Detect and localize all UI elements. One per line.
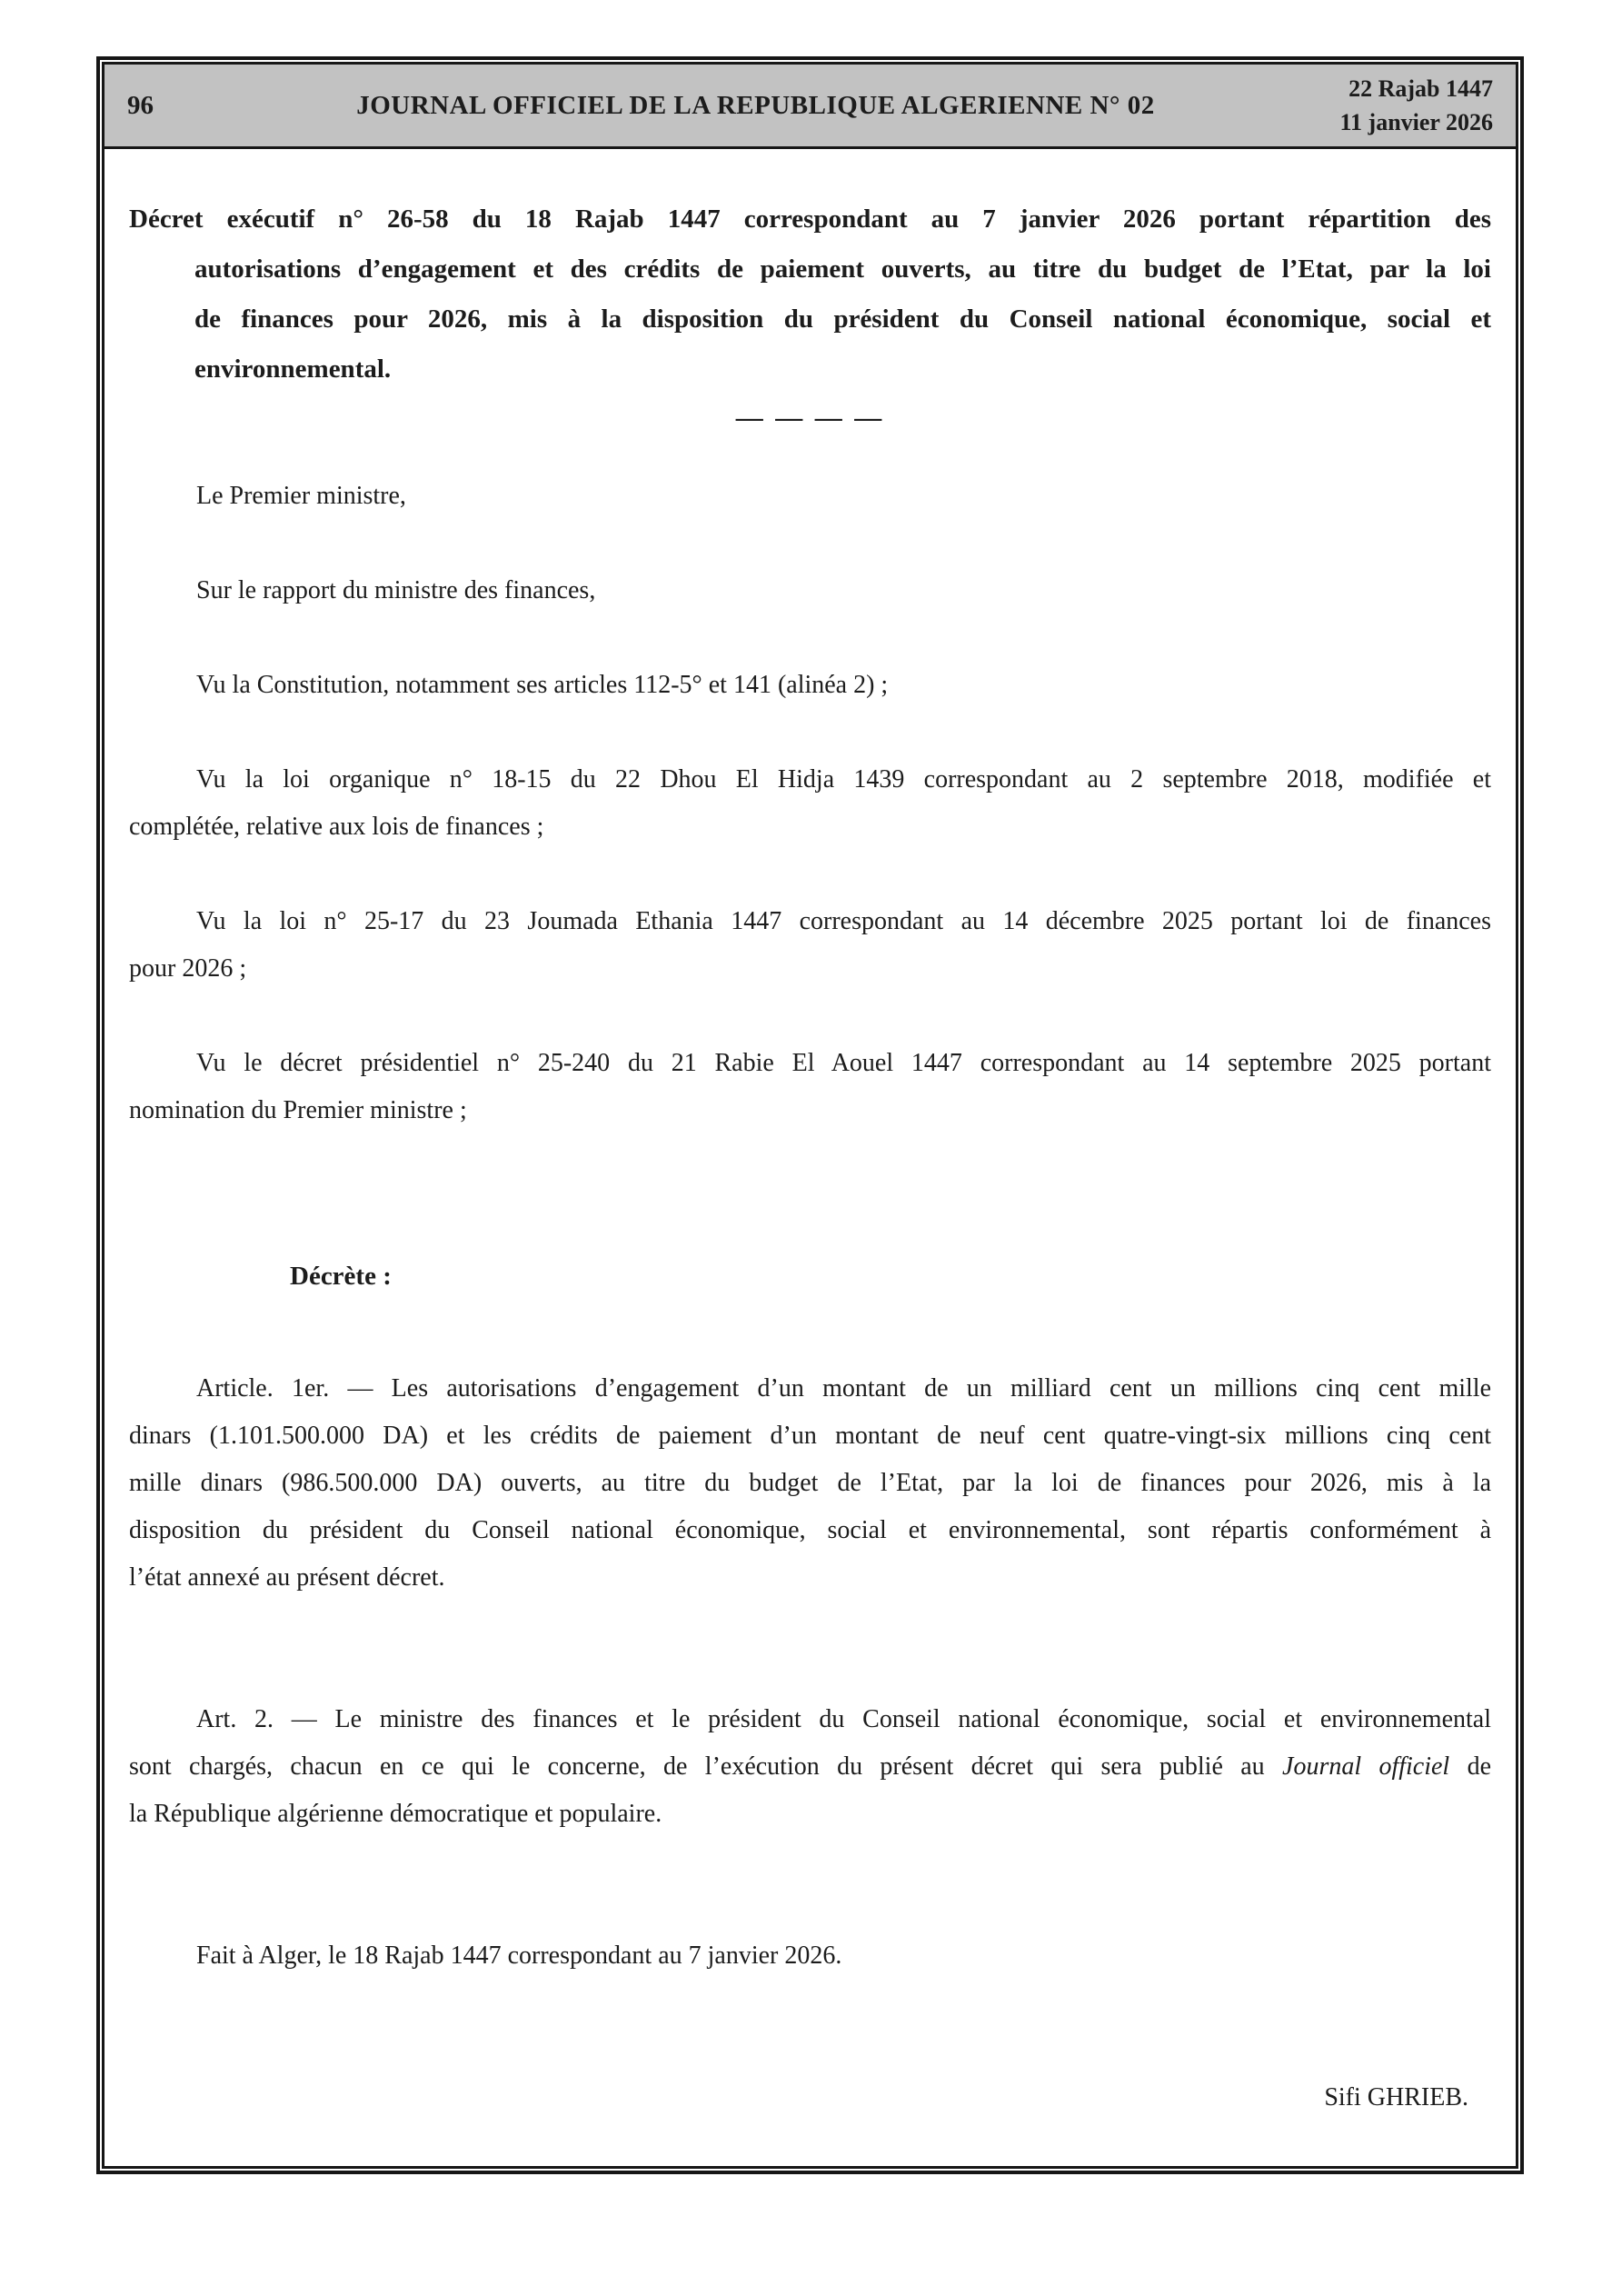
decree-content (104, 149, 1516, 2121)
section-separator: — — — — (735, 403, 885, 433)
paragraph-line: l’état annexé au présent décret. (129, 1563, 445, 1592)
decree-title-line: de finances pour 2026, mis à la disposition du président du Conseil national économique, social et (194, 304, 1491, 334)
paragraph-line: Vu la loi n° 25-17 du 23 Joumada Ethania 1447 correspondant au 14 décembre 2025 portant loi de finances (196, 907, 1491, 935)
paragraph-line: nomination du Premier ministre ; (129, 1096, 467, 1124)
page-number: 96 (127, 90, 154, 120)
journal-officiel-italic: Journal officiel (1264, 1752, 1450, 1781)
paragraph-article-2 (129, 1696, 1491, 1838)
paragraph-article-1 (129, 1365, 1491, 1602)
paragraph-line: complétée, relative aux lois de finances ; (129, 813, 544, 841)
masthead (104, 65, 1516, 149)
paragraph-line (129, 1743, 1491, 1791)
page-frame (96, 56, 1524, 2174)
paragraph-line: Art. 2. — Le ministre des finances et le président du Conseil national économique, social et environnemental (196, 1705, 1491, 1733)
paragraph-premier-ministre: Le Premier ministre, (196, 482, 406, 510)
decree-title-line: autorisations d’engagement et des crédits de paiement ouverts, au titre du budget de l’Etat, par la loi (194, 255, 1491, 284)
issue-dates (1266, 72, 1493, 139)
paragraph-line: Vu le décret présidentiel n° 25-240 du 21 Rabie El Aouel 1447 correspondant au 14 septembre 2025 portant (196, 1049, 1491, 1077)
signature-name: Sifi GHRIEB. (1324, 2083, 1468, 2111)
paragraph-rapport-ministre-finances: Sur le rapport du ministre des finances, (196, 576, 596, 604)
paragraph-fait-a-alger: Fait à Alger, le 18 Rajab 1447 correspondant au 7 janvier 2026. (196, 1942, 842, 1970)
date-gregorian: 11 janvier 2026 (1339, 109, 1493, 135)
paragraph-line: disposition du président du Conseil national économique, social et environnemental, sont répartis conformément à (129, 1516, 1491, 1544)
paragraph-line: pour 2026 ; (129, 954, 247, 983)
paragraph-line: dinars (1.101.500.000 DA) et les crédits de paiement d’un montant de neuf cent quatre-vingt-six millions cinq cent (129, 1422, 1491, 1450)
date-hijri: 22 Rajab 1447 (1348, 75, 1493, 102)
page-frame-inner (102, 62, 1518, 2169)
paragraph-text: de (1449, 1752, 1491, 1781)
paragraph-line: la République algérienne démocratique et populaire. (129, 1800, 662, 1828)
paragraph-vu-loi-organique (129, 756, 1491, 851)
decrete-heading: Décrète : (290, 1262, 392, 1291)
journal-title: JOURNAL OFFICIEL DE LA REPUBLIQUE ALGERIENNE N° 02 (356, 90, 1155, 120)
decree-title-line: Décret exécutif n° 26-58 du 18 Rajab 1447 correspondant au 7 janvier 2026 portant répartition des (129, 205, 1491, 234)
decree-title-line: environnemental. (194, 354, 392, 384)
paragraph-line: Vu la loi organique n° 18-15 du 22 Dhou El Hidja 1439 correspondant au 2 septembre 2018, modifiée et (196, 765, 1491, 794)
paragraph-vu-decret-presidentiel (129, 1040, 1491, 1134)
paragraph-vu-loi-finances (129, 898, 1491, 993)
paragraph-vu-constitution: Vu la Constitution, notamment ses articles 112-5° et 141 (alinéa 2) ; (196, 671, 889, 699)
decree-title-block (129, 195, 1491, 394)
paragraph-text: sont chargés, chacun en ce qui le concerne, de l’exécution du présent décret qui sera publié au (129, 1752, 1265, 1781)
paragraph-line: Article. 1er. — Les autorisations d’engagement d’un montant de un milliard cent un millions cinq cent mille (196, 1374, 1491, 1403)
paragraph-line: mille dinars (986.500.000 DA) ouverts, au titre du budget de l’Etat, par la loi de finances pour 2026, mis à la (129, 1469, 1491, 1497)
